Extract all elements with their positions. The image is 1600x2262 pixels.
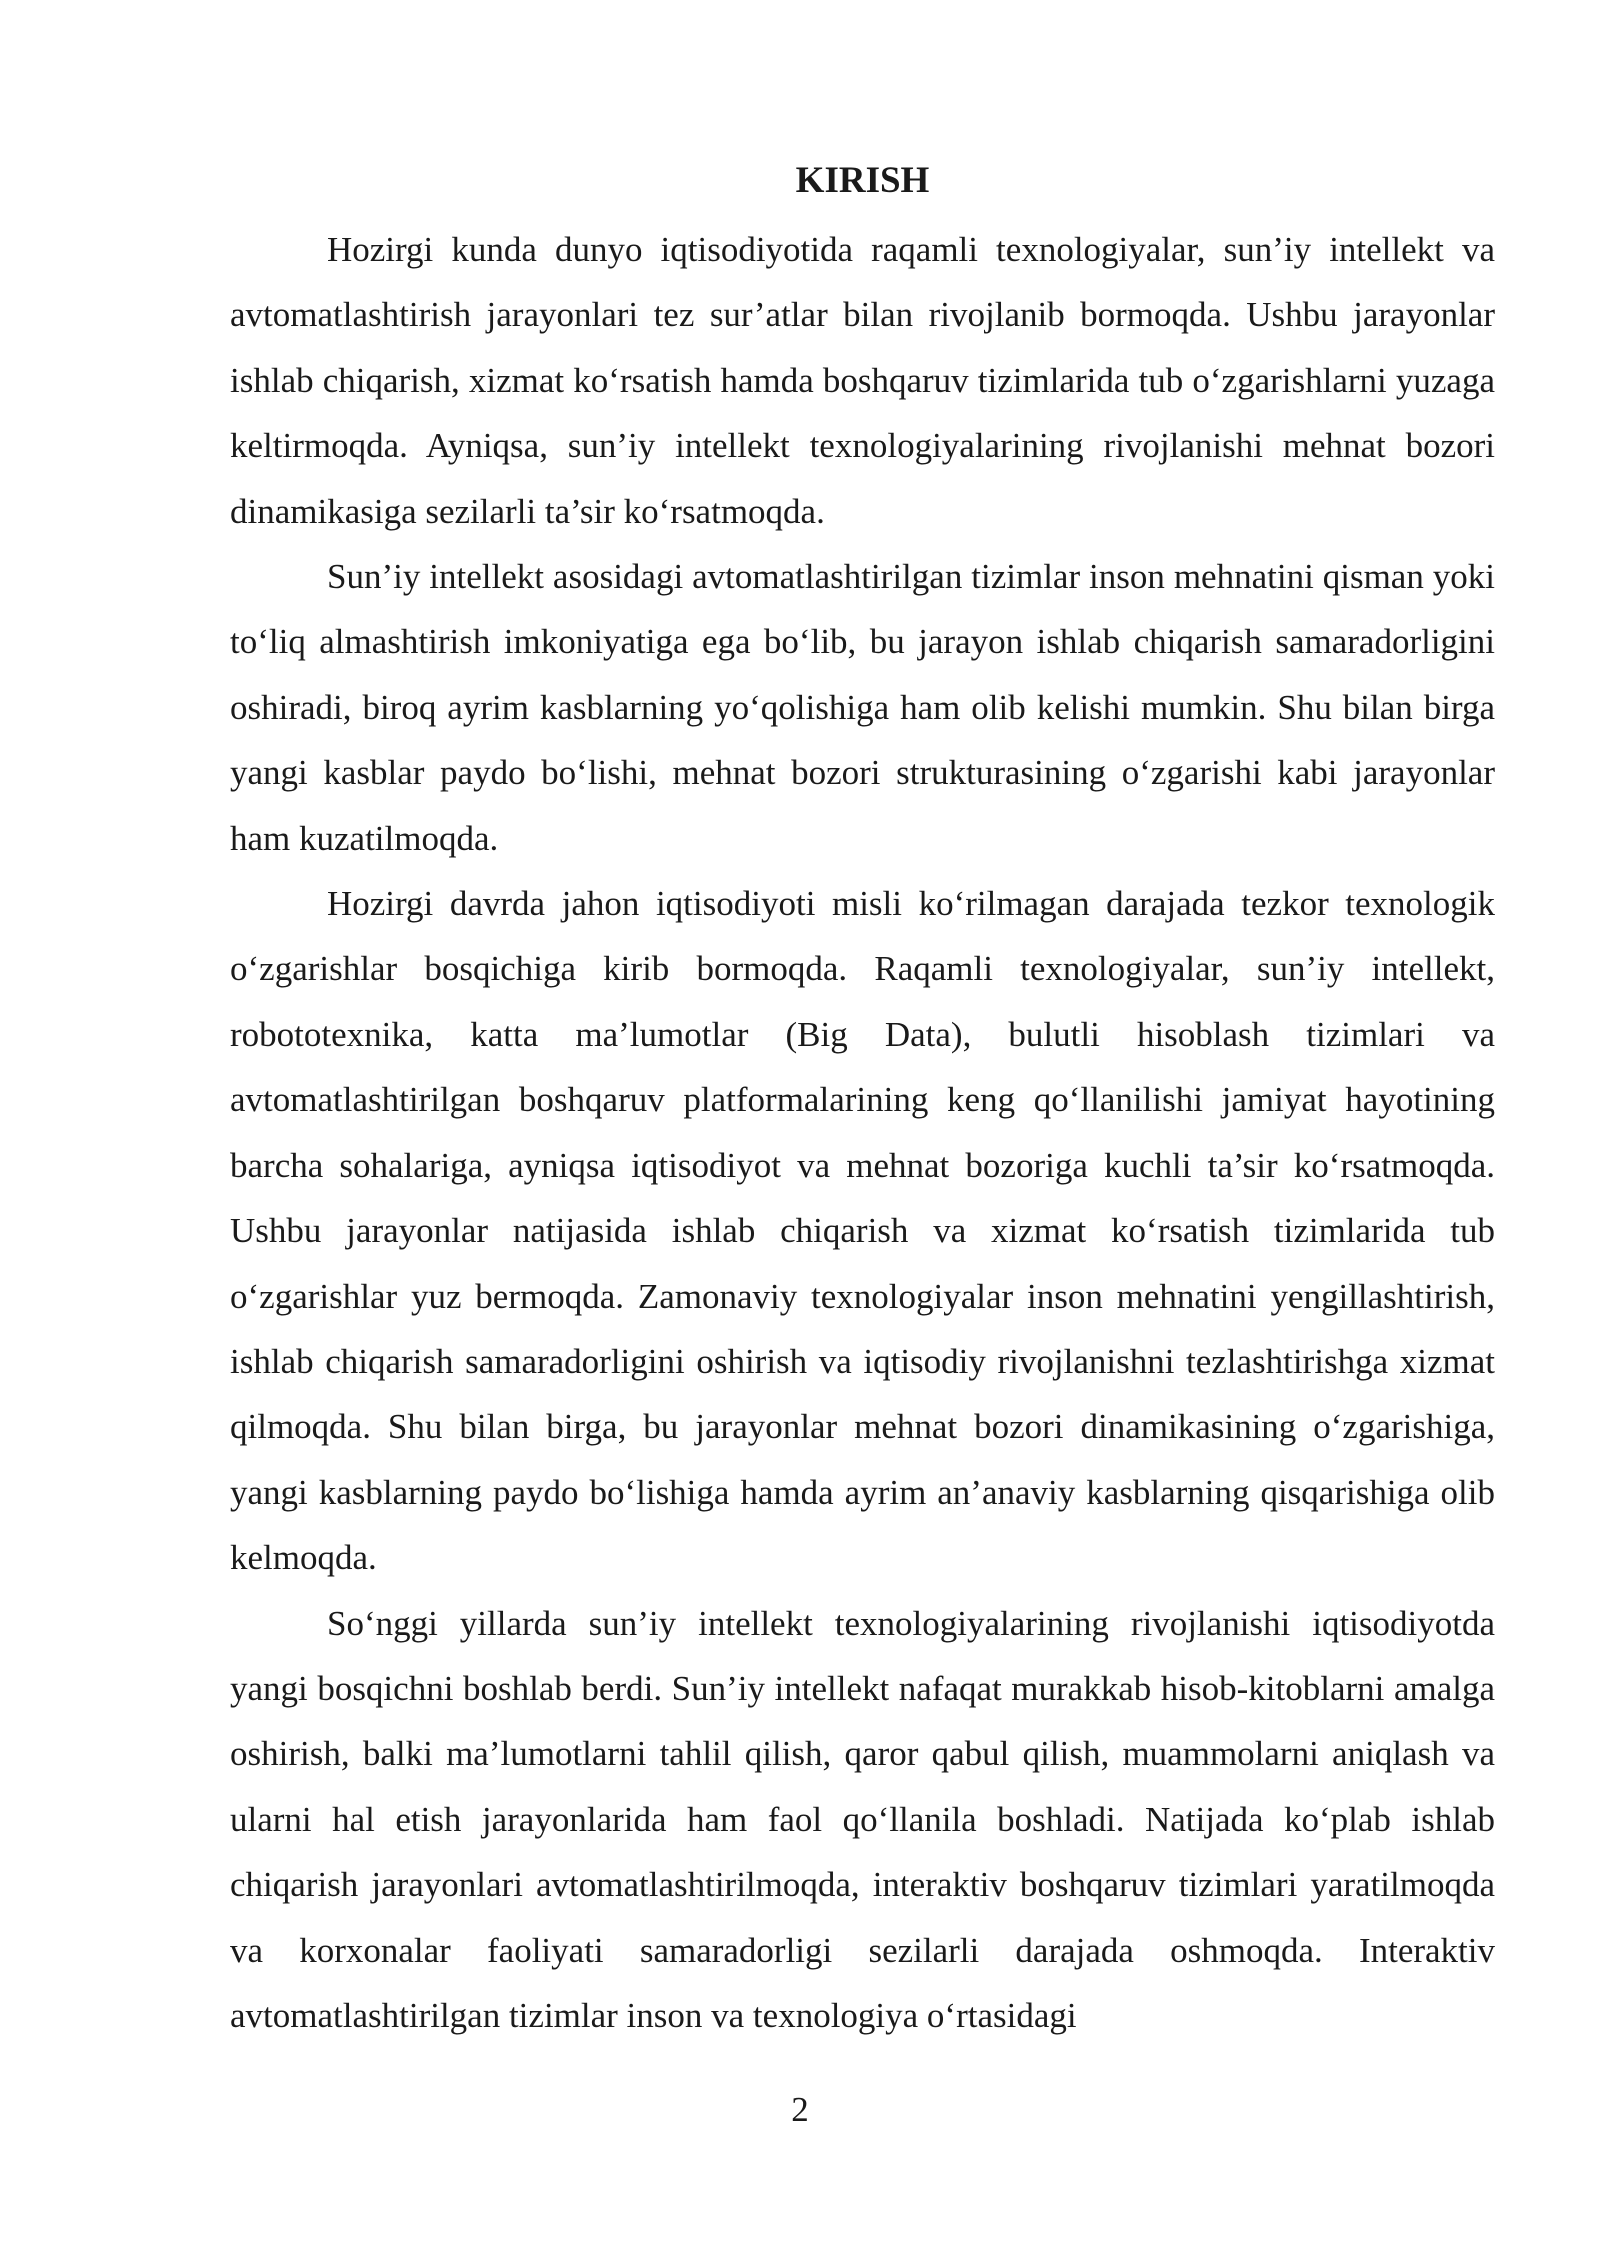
page-number: 2 xyxy=(791,2090,809,2129)
section-title: KIRISH xyxy=(795,160,930,201)
paragraph-4: So‘nggi yillarda sun’iy intellekt texnologiyalarining rivojlanishi iqtisodiyotda yangi bosqichni boshlab berdi. Sun’iy intellekt nafaqat murakkab hisob-kitoblarni amalga oshirish, balki ma’lumotlarni tahlil qilish, qaror qabul qilish, muammolarni aniqlash va ularni hal etish jarayonlarida ham faol qo‘llanila boshladi. Natijada ko‘plab ishlab chiqarish jarayonlari avtomatlashtirilmoqda, interaktiv boshqaruv tizimlari yaratilmoqda va korxonalar faoliyati samaradorligi sezilarli darajada oshmoqda. Interaktiv avtomatlashtirilgan tizimlar inson va texnologiya o‘rtasidagi xyxy=(230,1603,1495,2035)
paragraph-3: Hozirgi davrda jahon iqtisodiyoti misli ko‘rilmagan darajada tezkor texnologik o‘zgarishlar bosqichiga kirib bormoqda. Raqamli texnologiyalar, sun’iy intellekt, robototexnika, katta ma’lumotlar (Big Data), bulutli hisoblash tizimlari va avtomatlashtirilgan boshqaruv platformalarining keng qo‘llanilishi jamiyat hayotining barcha sohalariga, ayniqsa iqtisodiyot va mehnat bozoriga kuchli ta’sir ko‘rsatmoqda. Ushbu jarayonlar natijasida ishlab chiqarish va xizmat ko‘rsatish tizimlarida tub o‘zgarishlar yuz bermoqda. Zamonaviy texnologiyalar inson mehnatini yengillashtirish, ishlab chiqarish samaradorligini oshirish va iqtisodiy rivojlanishni tezlashtirishga xizmat qilmoqda. Shu bilan birga, bu jarayonlar mehnat bozori dinamikasining o‘zgarishiga, yangi kasblarning paydo bo‘lishiga hamda ayrim an’anaviy kasblarning qisqarishiga olib kelmoqda. xyxy=(230,884,1495,1578)
document-body xyxy=(230,150,1495,2048)
paragraph-1: Hozirgi kunda dunyo iqtisodiyotida raqamli texnologiyalar, sun’iy intellekt va avtomatlashtirish jarayonlari tez sur’atlar bilan rivojlanib bormoqda. Ushbu jarayonlar ishlab chiqarish, xizmat ko‘rsatish hamda boshqaruv tizimlarida tub o‘zgarishlarni yuzaga keltirmoqda. Ayniqsa, sun’iy intellekt texnologiyalarining rivojlanishi mehnat bozori dinamikasiga sezilarli ta’sir ko‘rsatmoqda. xyxy=(230,230,1495,531)
paragraph-2: Sun’iy intellekt asosidagi avtomatlashtirilgan tizimlar inson mehnatini qisman yoki to‘liq almashtirish imkoniyatiga ega bo‘lib, bu jarayon ishlab chiqarish samaradorligini oshiradi, biroq ayrim kasblarning yo‘qolishiga ham olib kelishi mumkin. Shu bilan birga yangi kasblar paydo bo‘lishi, mehnat bozori strukturasining o‘zgarishi kabi jarayonlar ham kuzatilmoqda. xyxy=(230,557,1495,858)
